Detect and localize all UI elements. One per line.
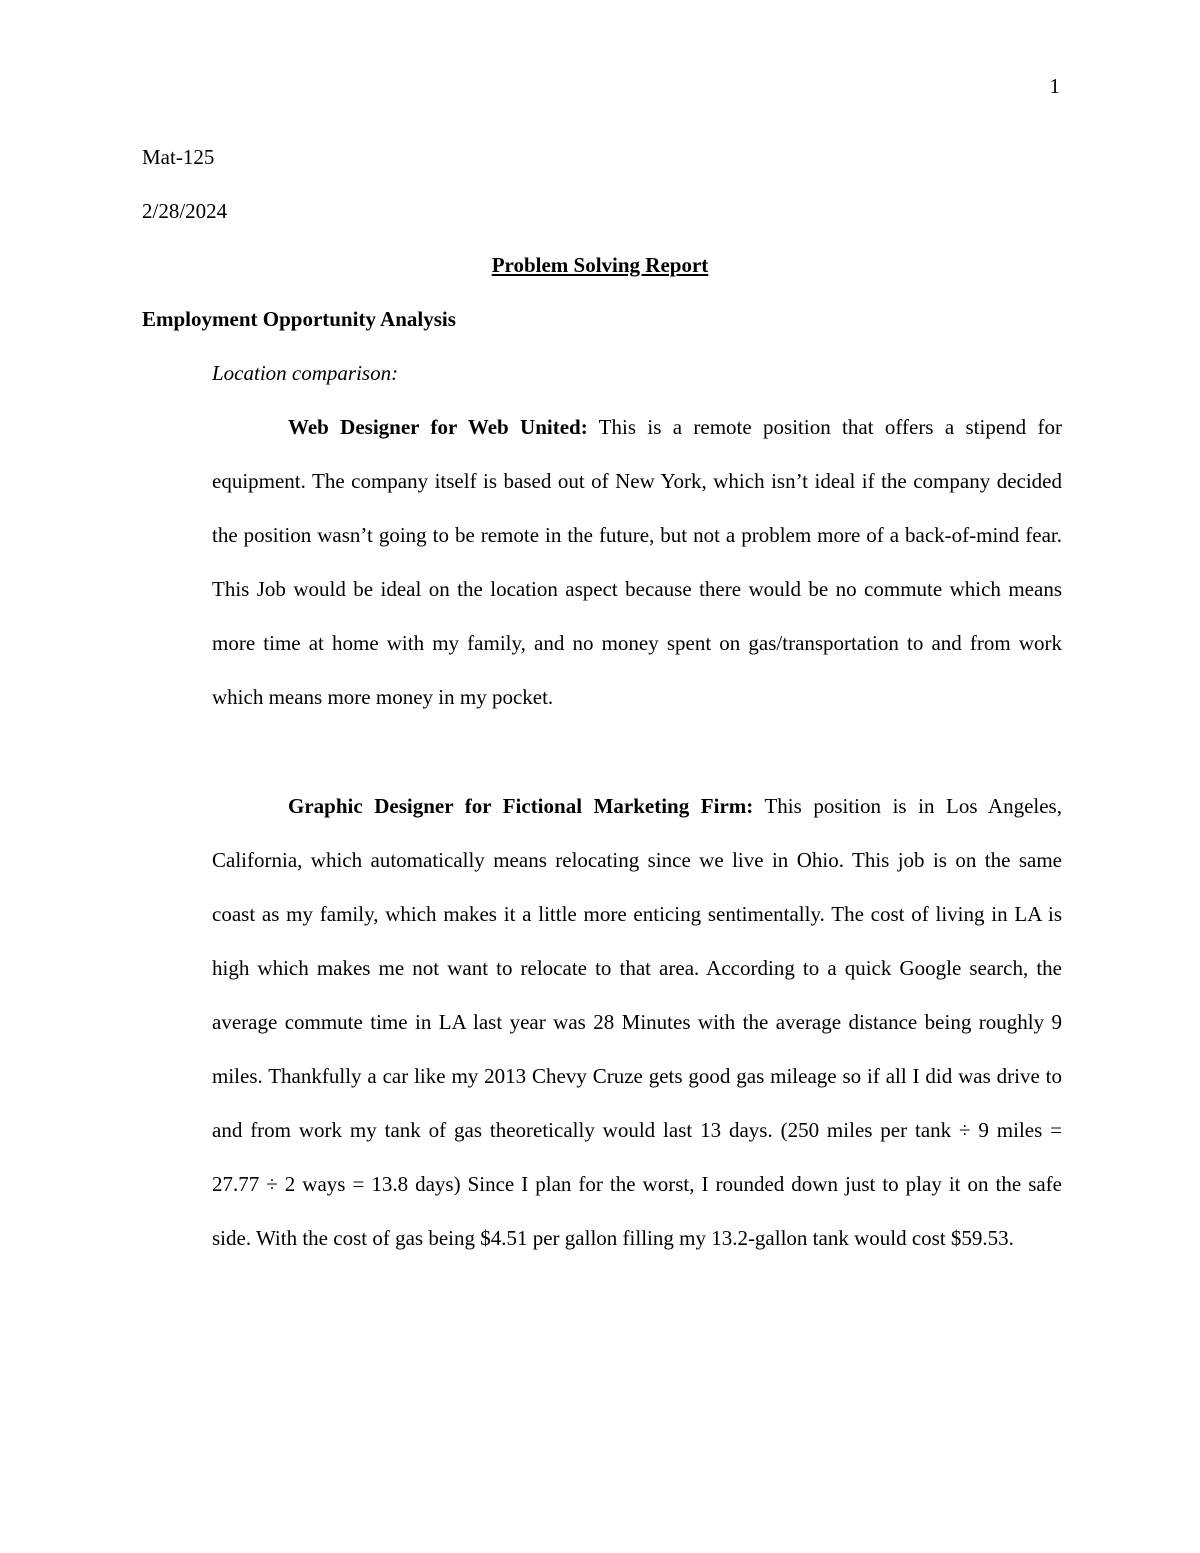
report-date: 2/28/2024 <box>142 199 228 223</box>
paragraph-lead: Web Designer for Web United: <box>288 415 588 439</box>
paragraph-lead: Graphic Designer for Fictional Marketing Firm: <box>288 794 754 818</box>
report-title: Problem Solving Report <box>491 253 709 277</box>
section-heading: Employment Opportunity Analysis <box>142 307 456 331</box>
paragraph-body: This is a remote position that offers a stipend for equipment. The company itself is based out of New York, which isn’t ideal if the company decided the position wasn’t going to be remote in the future, but not a problem more of a back-of-mind fear. This Job would be ideal on the location aspect because there would be no commute which means more time at home with my family, and no money spent on gas/transportation to and from work which means more money in my pocket. <box>212 415 1062 709</box>
page-number: 1 <box>1049 74 1060 98</box>
subheading-location-comparison: Location comparison: <box>212 361 399 385</box>
paragraph-web-designer <box>212 400 1062 724</box>
paragraph-body: This position is in Los Angeles, California, which automatically means relocating since we live in Ohio. This job is on the same coast as my family, which makes it a little more enticing sentimentally. The cost of living in LA is high which makes me not want to relocate to that area. According to a quick Google search, the average commute time in LA last year was 28 Minutes with the average distance being roughly 9 miles. Thankfully a car like my 2013 Chevy Cruze gets good gas mileage so if all I did was drive to and from work my tank of gas theoretically would last 13 days. (250 miles per tank ÷ 9 miles = 27.77 ÷ 2 ways = 13.8 days) Since I plan for the worst, I rounded down just to play it on the safe side. With the cost of gas being $4.51 per gallon filling my 13.2-gallon tank would cost $59.53. <box>212 794 1062 1250</box>
paragraph-graphic-designer <box>212 779 1062 1265</box>
course-code: Mat-125 <box>142 145 215 169</box>
